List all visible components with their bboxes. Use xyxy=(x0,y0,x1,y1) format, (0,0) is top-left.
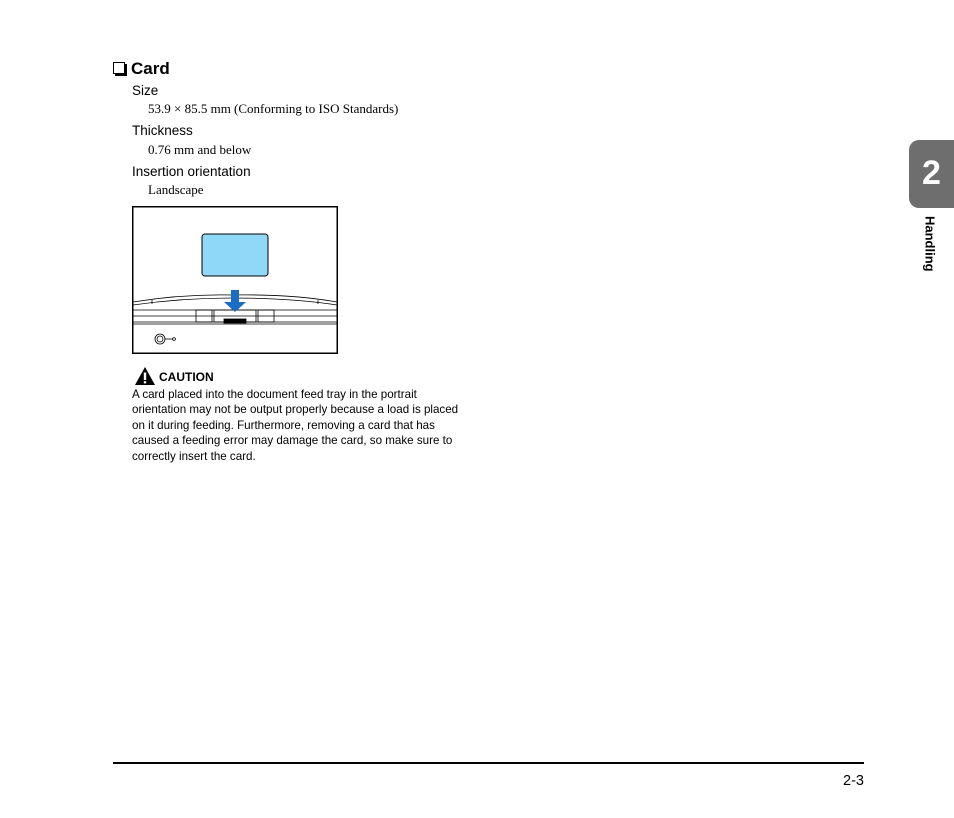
section-heading xyxy=(113,59,170,79)
chapter-name: Handling xyxy=(922,216,938,272)
spec-value-orientation: Landscape xyxy=(148,182,204,197)
spec-label-orientation: Insertion orientation xyxy=(132,164,251,179)
spec-label-size: Size xyxy=(132,83,159,98)
chapter-tab xyxy=(909,140,954,208)
spec-value-size: 53.9 × 85.5 mm (Conforming to ISO Standards) xyxy=(148,101,399,116)
caution-title: CAUTION xyxy=(159,370,214,384)
card-illustration xyxy=(202,234,268,276)
chapter-name-container xyxy=(918,216,942,296)
card-insertion-figure xyxy=(132,206,338,354)
page-number: 2-3 xyxy=(843,773,864,789)
warning-icon xyxy=(134,366,156,386)
chapter-number: 2 xyxy=(922,154,941,192)
section-title: Card xyxy=(131,59,170,78)
caution-text: A card placed into the document feed tray in the portrait orientation may not be output properly because a load is placed on it during feeding. Furthermore, removing a card that has caused a feeding error may damage the card, so make sure to correctly insert the card. xyxy=(132,388,459,463)
spec-value-thickness: 0.76 mm and below xyxy=(148,142,252,157)
footer-rule xyxy=(113,762,864,764)
spec-label-thickness: Thickness xyxy=(132,123,193,138)
checkbox-bullet-icon xyxy=(113,62,125,74)
